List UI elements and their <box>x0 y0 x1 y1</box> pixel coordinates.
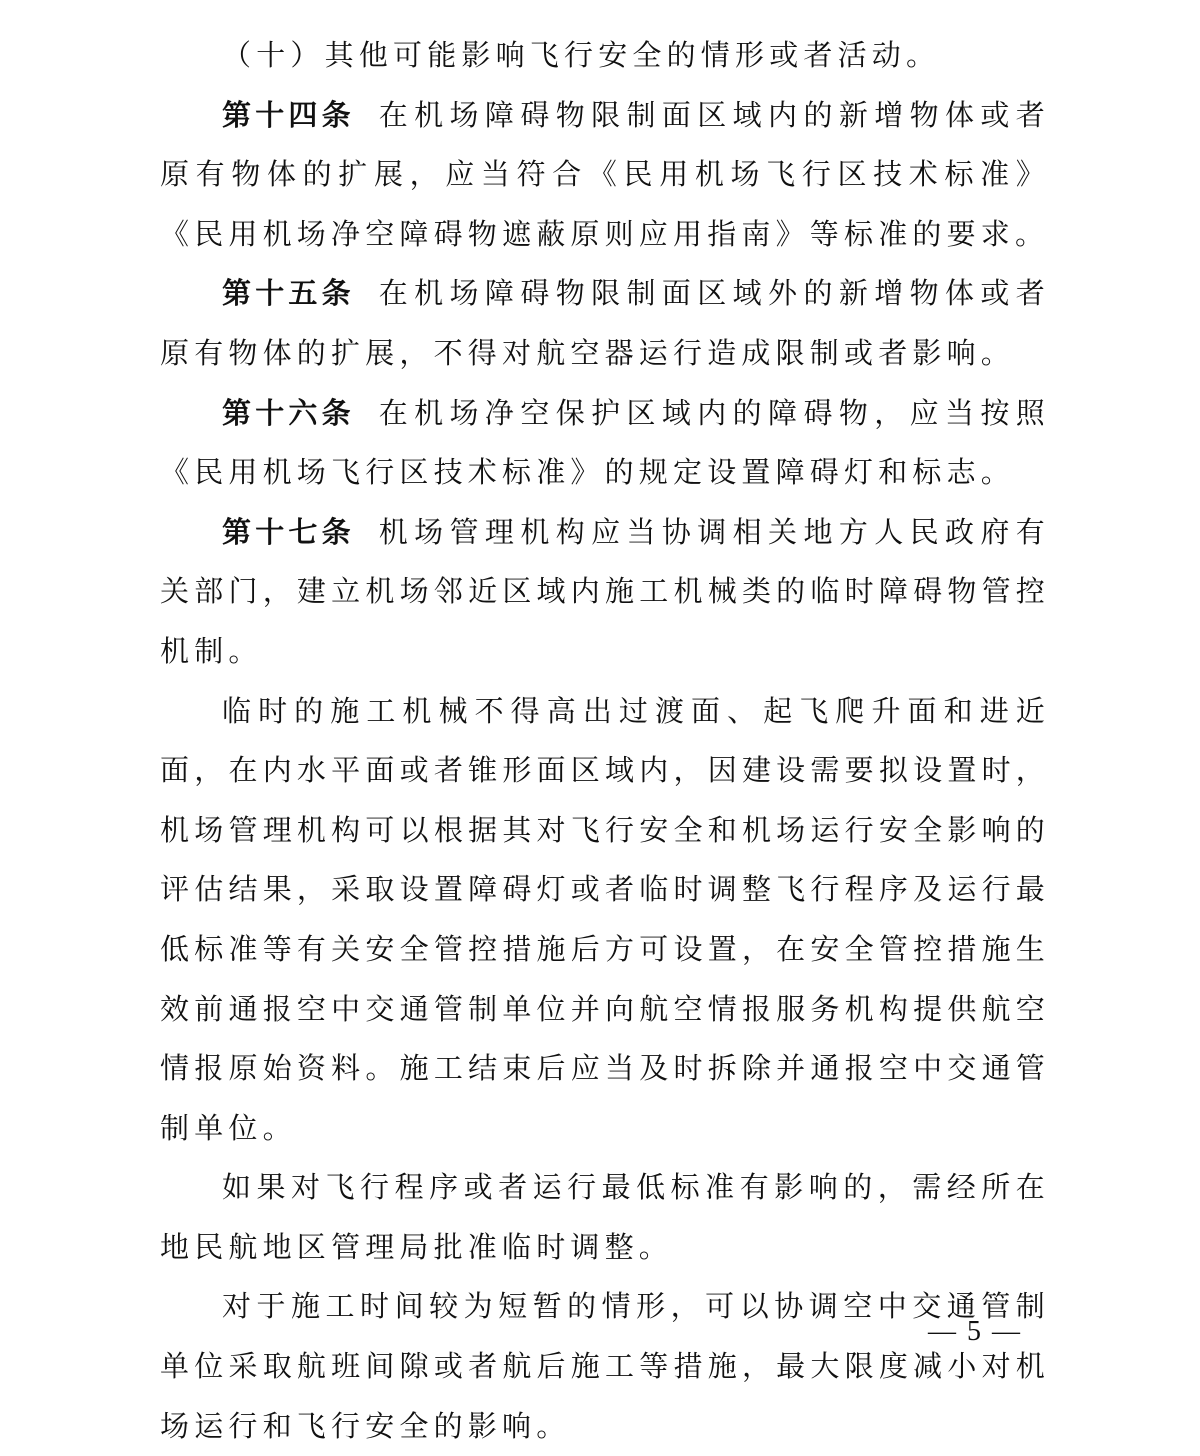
article-text: 在机场净空保护区域内的障碍物，应当按照《民用机场飞行区技术标准》的规定设置障碍灯和标志。 <box>160 395 1050 490</box>
paragraph-text: （十）其他可能影响飞行安全的情形或者活动。 <box>222 38 941 72</box>
article-heading: 第十五条 <box>222 276 355 311</box>
paragraph-text: 临时的施工机械不得高出过渡面、起飞爬升面和进近面，在内水平面或者锥形面区域内，因建设需要拟设置时，机场管理机构可以根据其对飞行安全和机场运行安全影响的评估结果，采取设置障碍灯或者临时调整飞行程序及运行最低标准等有关安全管控措施后方可设置，在安全管控措施生效前通报空中交通管制单位并向航空情报服务机构提供航空情报原始资料。施工结束后应当及时拆除并通报空中交通管制单位。 <box>160 693 1050 1145</box>
paragraph-text: 如果对飞行程序或者运行最低标准有影响的，需经所在地民航地区管理局批准临时调整。 <box>160 1170 1050 1264</box>
article-text: 在机场障碍物限制面区域内的新增物体或者原有物体的扩展，应当符合《民用机场飞行区技术标准》《民用机场净空障碍物遮蔽原则应用指南》等标准的要求。 <box>160 97 1050 251</box>
article-heading: 第十四条 <box>222 97 355 132</box>
article-15 <box>160 264 1050 383</box>
article-17 <box>160 503 1050 682</box>
article-14 <box>160 86 1050 265</box>
article-16 <box>160 384 1050 503</box>
paragraph-text: 对于施工时间较为短暂的情形，可以协调空中交通管制单位采取航班间隙或者航后施工等措施，最大限度减小对机场运行和飞行安全的影响。 <box>160 1289 1050 1443</box>
article-heading: 第十六条 <box>222 395 355 430</box>
article-text: 机场管理机构应当协调相关地方人民政府有关部门，建立机场邻近区域内施工机械类的临时障碍物管控机制。 <box>160 514 1050 668</box>
paragraph-temporary-machinery <box>160 682 1050 1159</box>
article-heading: 第十七条 <box>222 514 355 549</box>
article-text: 在机场障碍物限制面区域外的新增物体或者原有物体的扩展，不得对航空器运行造成限制或者影响。 <box>160 276 1050 370</box>
page-number: — 5 — <box>928 1316 1022 1347</box>
document-body <box>160 26 1050 1456</box>
paragraph-procedure-impact <box>160 1158 1050 1277</box>
paragraph-short-construction <box>160 1277 1050 1456</box>
paragraph-item-10 <box>160 26 1050 86</box>
